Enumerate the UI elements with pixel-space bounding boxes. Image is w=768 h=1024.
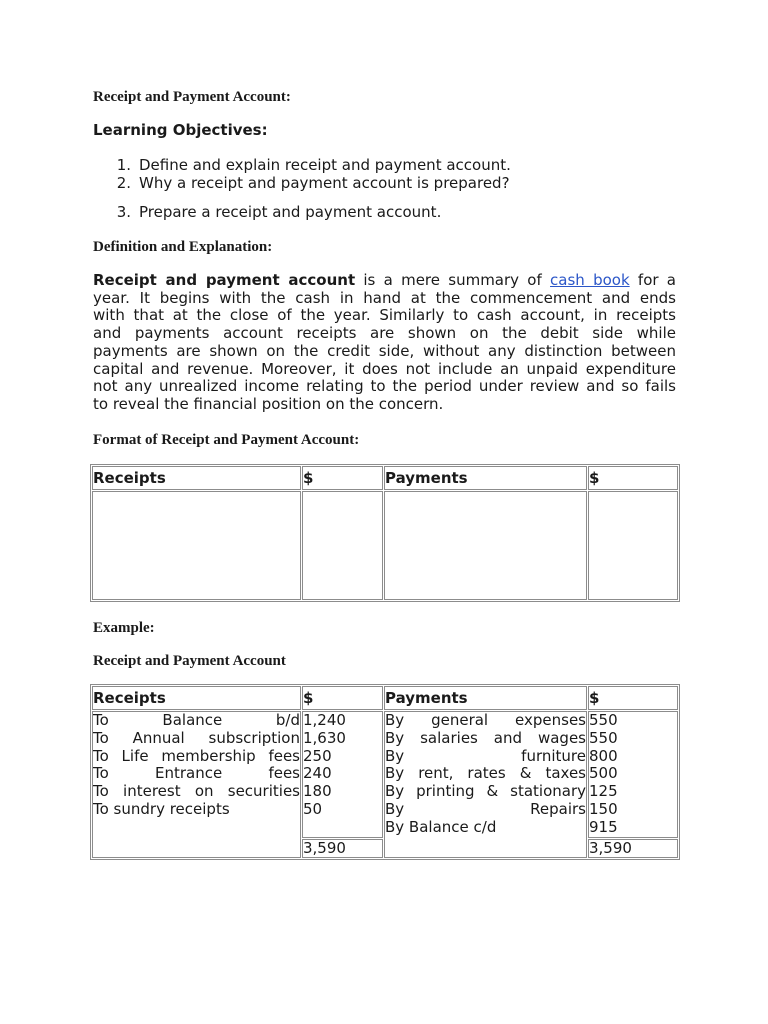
receipt-line: To sundry receipts [93,799,230,818]
receipt-amount: 50 [303,799,323,818]
receipt-line: To Balance b/d [93,711,300,729]
payment-amount: 500 [589,764,618,783]
receipt-line: To Life membership fees [93,746,300,765]
receipts-amount-empty-cell [302,491,383,600]
payment-line: By rent, rates & taxes [385,764,586,783]
objective-item [93,174,653,192]
objective-number: 1. [116,156,131,174]
objective-text: Prepare a receipt and payment account. [139,203,442,221]
header-receipts-amount: $ [302,466,383,490]
definition-paragraph [93,272,676,414]
definition-line: with that at the close of the year. Similarly to cash account, in receipts [93,306,676,325]
receipt-amount: 1,240 [303,711,346,729]
objective-text: Why a receipt and payment account is prepared? [139,174,510,192]
payment-line: By general expenses [385,711,586,729]
header-receipts: Receipts [92,466,301,490]
receipt-line: To Annual subscription [93,728,300,747]
payment-amount: 800 [589,746,618,765]
definition-line [93,272,676,290]
objective-text: Define and explain receipt and payment account. [139,156,511,174]
definition-line: and payments account receipts are shown on the debit side while [93,324,676,343]
payments-cell [384,711,587,858]
header-receipts-amount: $ [302,686,383,710]
receipt-amount: 240 [303,764,332,783]
payment-amount: 915 [589,817,618,836]
payment-amount: 125 [589,782,618,801]
definition-line: capital and revenue. Moreover, it does not include an unpaid expenditure [93,359,676,378]
header-payments-amount: $ [588,466,678,490]
header-payments: Payments [384,466,587,490]
objective-number: 3. [116,203,131,221]
payment-line: By printing & stationary [385,782,586,801]
format-title: Format of Receipt and Payment Account: [93,432,360,448]
receipt-line: To interest on securities [93,782,300,801]
objective-number: 2. [116,174,131,192]
example-label: Example: [93,620,155,636]
payment-amount: 150 [589,799,618,818]
payment-line: By Repairs [385,799,586,818]
definition-bold-lead: Receipt and payment account [93,271,356,289]
example-table-header-row [92,686,678,710]
format-table-header-row [92,466,678,490]
receipts-amount-cell [302,711,383,838]
format-table-body-row [92,491,678,600]
example-table [90,684,680,860]
definition-line: payments are shown on the credit side, without any distinction between [93,341,676,360]
cash-book-link[interactable]: cash book [550,271,630,289]
definition-line: year. It begins with the cash in hand at the commencement and ends [93,288,676,307]
format-table [90,464,680,602]
example-table-body-row [92,711,678,838]
payments-empty-cell [384,491,587,600]
definition-line: not any unrealized income relating to the period under review and so fails [93,377,676,396]
page-heading: Receipt and Payment Account: [93,89,291,105]
definition-text: is a mere summary of [355,271,551,289]
receipts-empty-cell [92,491,301,600]
payment-amount: 550 [589,711,618,729]
receipt-amount: 180 [303,782,332,801]
payment-line: By salaries and wages [385,728,586,747]
payments-amount-empty-cell [588,491,678,600]
receipt-line: To Entrance fees [93,764,300,783]
objective-item [93,203,653,221]
receipts-cell [92,711,301,858]
payments-amount-cell [588,711,678,838]
receipt-amount: 1,630 [303,728,346,747]
receipts-total: 3,590 [302,839,383,859]
receipt-amount: 250 [303,746,332,765]
definition-text: for a [629,271,676,289]
definition-line: to reveal the financial position on the concern. [93,394,444,413]
payment-line: By furniture [385,746,586,765]
header-payments-amount: $ [588,686,678,710]
definition-title: Definition and Explanation: [93,239,273,255]
header-receipts: Receipts [92,686,301,710]
objective-item [93,156,653,174]
header-payments: Payments [384,686,587,710]
learning-objectives-title: Learning Objectives: [93,121,268,139]
payment-line: By Balance c/d [385,817,497,836]
payments-total: 3,590 [588,839,678,859]
example-title: Receipt and Payment Account [93,653,286,669]
payment-amount: 550 [589,728,618,747]
